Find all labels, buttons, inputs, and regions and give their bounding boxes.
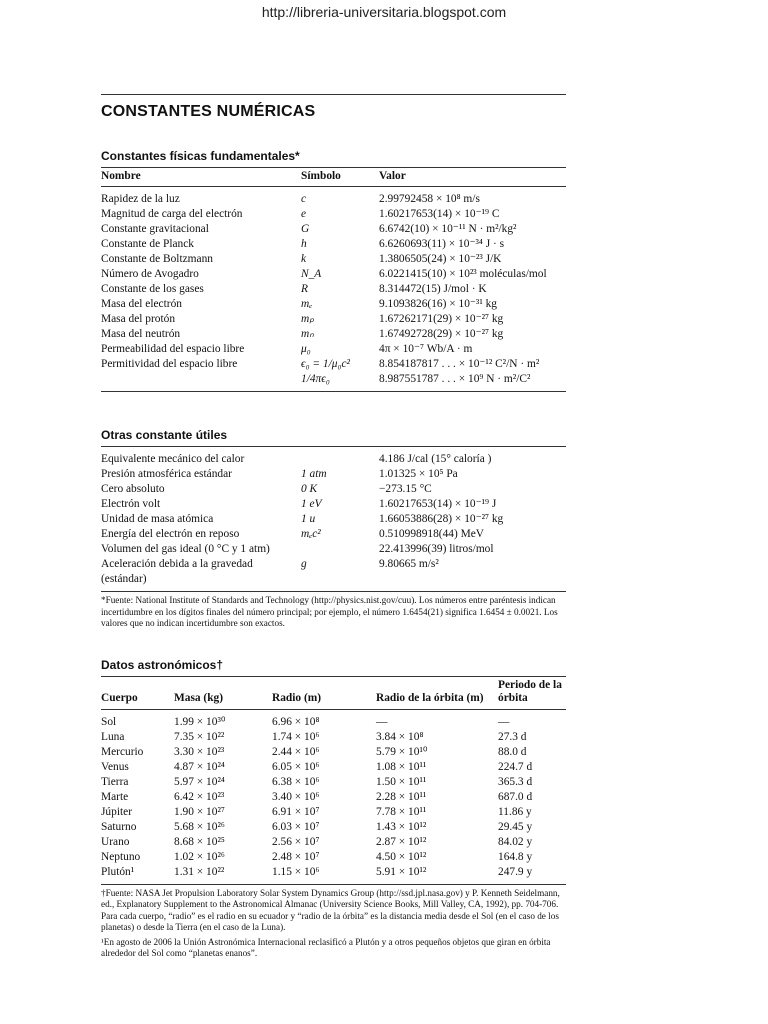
cell-radius: 6.38 × 10⁶ [272, 775, 320, 788]
col-body: Cuerpo [101, 676, 174, 709]
cell-radius: 2.48 × 10⁷ [272, 850, 320, 863]
cell-name: Constante de Boltzmann [101, 253, 213, 265]
table-row [101, 222, 566, 237]
cell-body: Venus [101, 760, 129, 773]
table-row [101, 850, 566, 865]
fundamental-table [101, 167, 566, 392]
cell-name: Masa del protón [101, 313, 176, 325]
cell-period: 224.7 d [498, 760, 533, 773]
cell-period: 29.45 y [498, 820, 533, 833]
cell-value: 6.6742(10) × 10⁻¹¹ N · m²/kg² [379, 223, 517, 235]
cell-name: Número de Avogadro [101, 268, 199, 280]
cell-name: Constante de Planck [101, 238, 195, 250]
table-row [101, 527, 566, 542]
cell-mass: 1.99 × 10³⁰ [174, 715, 226, 728]
table-row [101, 745, 566, 760]
cell-orbit: 2.87 × 10¹² [376, 835, 427, 848]
cell-value: 1.3806505(24) × 10⁻²³ J/K [379, 253, 502, 265]
table-row [101, 467, 566, 482]
cell-name [101, 372, 301, 392]
table-row [101, 357, 566, 372]
cell-name: Equivalente mecánico del calor [101, 453, 245, 465]
cell-mass: 6.42 × 10²³ [174, 790, 225, 803]
table-row [101, 187, 566, 208]
cell-orbit: 5.91 × 10¹² [376, 865, 498, 885]
table-row [101, 760, 566, 775]
cell-symbol: g [301, 558, 307, 570]
cell-orbit: 1.50 × 10¹¹ [376, 775, 427, 788]
cell-name: Energía del electrón en reposo [101, 528, 240, 540]
cell-symbol: c [301, 193, 307, 205]
cell-symbol: mₑ [301, 298, 313, 310]
astro-heading: Datos astronómicos† [101, 657, 224, 672]
cell-value: −273.15 °C [379, 483, 432, 495]
cell-symbol: μ₀ [301, 343, 311, 355]
cell-value: 8.314472(15) J/mol · K [379, 283, 487, 295]
cell-body: Saturno [101, 820, 137, 833]
table-row [101, 497, 566, 512]
cell-body: Luna [101, 730, 125, 743]
cell-name: Presión atmosférica estándar [101, 468, 232, 480]
astro-table [101, 676, 566, 885]
cell-orbit: — [376, 715, 388, 728]
cell-radius: 6.03 × 10⁷ [272, 820, 320, 833]
cell-orbit: 1.08 × 10¹¹ [376, 760, 427, 773]
col-value: Valor [379, 168, 566, 187]
cell-symbol: h [301, 238, 307, 250]
top-rule [101, 94, 566, 95]
cell-value: 9.1093826(16) × 10⁻³¹ kg [379, 298, 497, 310]
cell-symbol [301, 542, 379, 557]
table-row [101, 482, 566, 497]
cell-value: 6.0221415(10) × 10²³ moléculas/mol [379, 268, 547, 280]
cell-mass: 3.30 × 10²³ [174, 745, 225, 758]
table-row [101, 835, 566, 850]
cell-symbol: 1 atm [301, 468, 327, 480]
table-row [101, 372, 566, 392]
cell-period: 164.8 y [498, 850, 533, 863]
cell-body: Plutón¹ [101, 865, 174, 885]
col-symbol: Símbolo [301, 168, 379, 187]
table-row [101, 207, 566, 222]
cell-body: Marte [101, 790, 129, 803]
col-orbit: Radio de la órbita (m) [376, 676, 498, 709]
astro-footnote-source: †Fuente: NASA Jet Propulsion Laboratory Solar System Dynamics Group (http://ssd.jpl.nasa.gov) y P. Kenneth Seidelmann, ed., Explanatory Supplement to the Astronomical Almanac (University Science Books, Mill Valley, CA, 1992), pp. 704-706. Para cada cuerpo, “radio” es el radio en su ecuador y “radio de la órbita” es la distancia media desde el Sol (en el caso de los planetas) o desde la Tierra (en el caso de la Luna). [101, 887, 560, 932]
cell-value: 1.66053886(28) × 10⁻²⁷ kg [379, 513, 504, 525]
cell-name: Constante de los gases [101, 283, 204, 295]
cell-value: 1.60217653(14) × 10⁻¹⁹ C [379, 208, 500, 220]
cell-value: 9.80665 m/s² [379, 558, 439, 570]
table-row [101, 342, 566, 357]
table-row [101, 512, 566, 527]
fundamental-heading: Constantes físicas fundamentales* [101, 149, 300, 163]
cell-period: 247.9 y [498, 865, 566, 885]
table-row [101, 312, 566, 327]
cell-name: Aceleración debida a la gravedad [101, 558, 253, 570]
astro-footnote-pluto: ¹En agosto de 2006 la Unión Astronómica Internacional reclasificó a Plutón y a otros pequeños objetos que giran en órbita alrededor del Sol como “planetas enanos”. [101, 936, 551, 958]
table-row [101, 542, 566, 557]
table-row [101, 282, 566, 297]
cell-orbit: 5.79 × 10¹⁰ [376, 745, 428, 758]
col-mass: Masa (kg) [174, 676, 272, 709]
table-row [101, 267, 566, 282]
cell-value: 8.854187817 . . . × 10⁻¹² C²/N · m² [379, 358, 540, 370]
cell-name: Constante gravitacional [101, 223, 209, 235]
table-row [101, 297, 566, 312]
cell-value: 2.99792458 × 10⁸ m/s [379, 193, 480, 205]
cell-value: 4π × 10⁻⁷ Wb/A · m [379, 343, 473, 355]
page-title: CONSTANTES NUMÉRICAS [101, 103, 316, 120]
cell-mass: 1.31 × 10²² [174, 865, 272, 885]
cell-name: Masa del electrón [101, 298, 182, 310]
table-row [101, 775, 566, 790]
other-heading: Otras constante útiles [101, 428, 228, 442]
cell-mass: 5.68 × 10²⁶ [174, 820, 225, 833]
cell-orbit: 4.50 × 10¹² [376, 850, 427, 863]
cell-symbol: ϵ₀ = 1/μ₀c² [301, 358, 350, 370]
cell-symbol: 0 K [301, 483, 318, 495]
cell-value: 0.510998918(44) MeV [379, 528, 485, 540]
table-row [101, 709, 566, 730]
cell-symbol: mₙ [301, 328, 314, 340]
astro-section [101, 658, 566, 960]
cell-symbol: 1/4πϵ₀ [301, 372, 379, 392]
cell-value: 22.413996(39) litros/mol [379, 543, 494, 555]
cell-symbol: G [301, 223, 310, 235]
other-footnote: *Fuente: National Institute of Standards and Technology (http://physics.nist.gov/cuu). Los números entre paréntesis indican incertidumbre en los dígitos finales del número principal; por ejemplo, el número 1.6454(21) significa 1.6454 ± 0.0021. Los valores que no indican incertidumbre son exactos. [101, 595, 558, 628]
page-content [101, 94, 566, 960]
cell-name: Permitividad del espacio libre [101, 358, 238, 370]
cell-body: Urano [101, 835, 130, 848]
other-constants-section [101, 428, 566, 630]
table-row [101, 252, 566, 267]
cell-radius: 3.40 × 10⁶ [272, 790, 320, 803]
table-row [101, 237, 566, 252]
cell-name: Magnitud de carga del electrón [101, 208, 243, 220]
cell-value: 1.60217653(14) × 10⁻¹⁹ J [379, 498, 497, 510]
table-row [101, 730, 566, 745]
cell-symbol: 1 eV [301, 498, 322, 510]
table-row [101, 820, 566, 835]
cell-body: Tierra [101, 775, 129, 788]
col-name: Nombre [101, 168, 301, 187]
cell-period: 84.02 y [498, 835, 533, 848]
other-table [101, 446, 566, 592]
cell-body: Sol [101, 715, 117, 728]
cell-symbol: N_A [301, 268, 322, 280]
cell-orbit: 2.28 × 10¹¹ [376, 790, 427, 803]
table-row [101, 557, 566, 572]
cell-name: Cero absoluto [101, 483, 165, 495]
cell-body: Neptuno [101, 850, 141, 863]
cell-mass: 7.35 × 10²² [174, 730, 225, 743]
cell-value: 6.6260693(11) × 10⁻³⁴ J · s [379, 238, 505, 250]
cell-symbol: R [301, 283, 308, 295]
cell-period: 88.0 d [498, 745, 527, 758]
cell-radius: 6.96 × 10⁸ [272, 715, 320, 728]
cell-period: 11.86 y [498, 805, 532, 818]
table-row [101, 327, 566, 342]
cell-radius: 1.74 × 10⁶ [272, 730, 320, 743]
cell-symbol: 1 u [301, 513, 316, 525]
cell-radius: 2.44 × 10⁶ [272, 745, 320, 758]
cell-orbit: 7.78 × 10¹¹ [376, 805, 427, 818]
cell-symbol [301, 447, 379, 468]
cell-radius: 6.91 × 10⁷ [272, 805, 320, 818]
cell-symbol: k [301, 253, 307, 265]
cell-value: 1.67492728(29) × 10⁻²⁷ kg [379, 328, 504, 340]
cell-name: (estándar) [101, 572, 301, 592]
cell-symbol [301, 572, 379, 592]
table-row [101, 572, 566, 592]
col-period: Periodo de la órbita [498, 676, 566, 709]
cell-symbol: e [301, 208, 307, 220]
cell-symbol: mₚ [301, 313, 315, 325]
cell-name: Electrón volt [101, 498, 161, 510]
source-url[interactable]: http://libreria-universitaria.blogspot.com [261, 4, 507, 20]
cell-value [379, 572, 566, 592]
cell-orbit: 3.84 × 10⁸ [376, 730, 424, 743]
cell-period: 365.3 d [498, 775, 533, 788]
cell-mass: 8.68 × 10²⁵ [174, 835, 225, 848]
table-row [101, 805, 566, 820]
cell-radius: 6.05 × 10⁶ [272, 760, 320, 773]
cell-symbol: mₑc² [301, 528, 321, 540]
cell-radius: 1.15 × 10⁶ [272, 865, 376, 885]
cell-value: 1.01325 × 10⁵ Pa [379, 468, 458, 480]
cell-body: Júpiter [101, 805, 133, 818]
table-row [101, 790, 566, 805]
cell-name: Volumen del gas ideal (0 °C y 1 atm) [101, 543, 270, 555]
cell-name: Unidad de masa atómica [101, 513, 214, 525]
table-row [101, 865, 566, 885]
cell-radius: 2.56 × 10⁷ [272, 835, 320, 848]
cell-name: Masa del neutrón [101, 328, 181, 340]
cell-body: Mercurio [101, 745, 144, 758]
cell-period: 27.3 d [498, 730, 527, 743]
cell-mass: 5.97 × 10²⁴ [174, 775, 225, 788]
cell-value: 8.987551787 . . . × 10⁹ N · m²/C² [379, 372, 566, 392]
cell-value: 1.67262171(29) × 10⁻²⁷ kg [379, 313, 504, 325]
cell-period: — [498, 715, 510, 728]
cell-mass: 4.87 × 10²⁴ [174, 760, 225, 773]
fundamental-constants-section [101, 149, 566, 392]
cell-period: 687.0 d [498, 790, 533, 803]
cell-orbit: 1.43 × 10¹² [376, 820, 427, 833]
col-radius: Radio (m) [272, 676, 376, 709]
cell-mass: 1.02 × 10²⁶ [174, 850, 225, 863]
table-row [101, 447, 566, 468]
cell-mass: 1.90 × 10²⁷ [174, 805, 225, 818]
cell-name: Rapidez de la luz [101, 193, 180, 205]
cell-value: 4.186 J/cal (15° caloría ) [379, 453, 492, 465]
cell-name: Permeabilidad del espacio libre [101, 343, 245, 355]
